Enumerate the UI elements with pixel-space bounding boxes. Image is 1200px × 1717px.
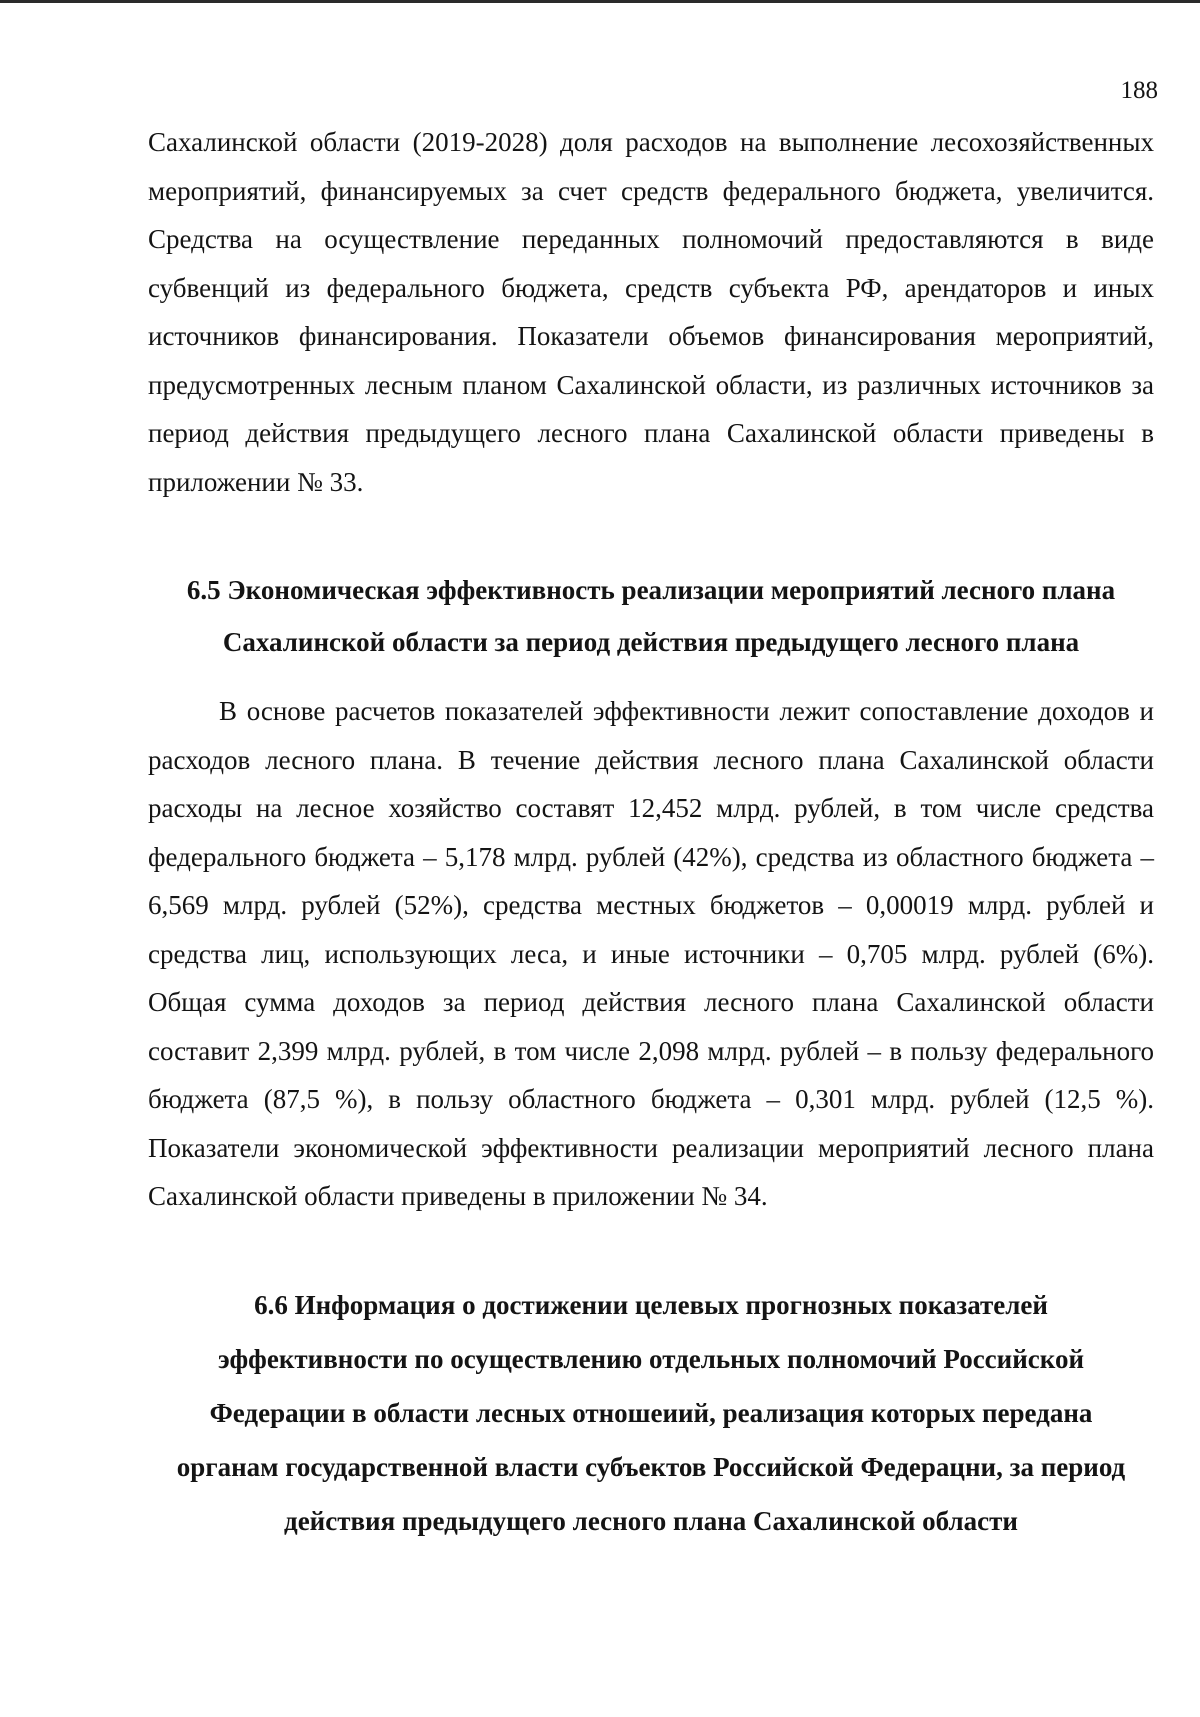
scan-top-border xyxy=(0,0,1200,3)
paragraph-text: Сахалинской области (2019-2028) доля расходов на выполнение лесохозяйственных мероприятий, финансируемых за счет средств федерального бюджета, увеличится. Средства на осуществление переданных полномочий предоставляются в виде субвенций из федерального бюджета, средств субъекта РФ, арендаторов и иных источников финансирования. Показатели объемов финансирования мероприятий, предусмотренных лесным планом Сахалинской области, из различных источников за период действия предыдущего лесного плана Сахалинской области приведены в приложении № 33. xyxy=(148,127,1154,497)
section-heading-6-6 xyxy=(148,1278,1154,1548)
heading-line: 6.6 Информация о достижении целевых прогнозных показателей xyxy=(254,1290,1048,1320)
heading-line: органам государственной власти субъектов Российской Федерацни, за период xyxy=(176,1452,1126,1482)
heading-line: Сахалинской области за период действия предыдущего лесного плана xyxy=(222,627,1080,657)
section-heading-6-5 xyxy=(148,564,1154,668)
heading-line: эффективности по осуществлению отдельных полномочий Российской xyxy=(217,1344,1085,1374)
heading-line: 6.5 Экономическая эффективность реализации мероприятий лесного плана xyxy=(186,575,1116,605)
paragraph-financing-sources xyxy=(148,118,1154,506)
paragraph-economic-efficiency xyxy=(148,687,1154,1221)
page-number: 188 xyxy=(1120,77,1158,104)
paragraph-text: В основе расчетов показателей эффективности лежит сопоставление доходов и расходов лесного плана. В течение действия лесного плана Сахалинской области расходы на лесное хозяйство составят 12,452 млрд. рублей, в том числе средства федерального бюджета – 5,178 млрд. рублей (42%), средства из областного бюджета – 6,569 млрд. рублей (52%), средства местных бюджетов – 0,00019 млрд. рублей и средства лиц, использующих леса, и иные источники – 0,705 млрд. рублей (6%). Общая сумма доходов за период действия лесного плана Сахалинской области составит 2,399 млрд. рублей, в том числе 2,098 млрд. рублей – в пользу федерального бюджета (87,5 %), в пользу областного бюджета – 0,301 млрд. рублей (12,5 %). Показатели экономической эффективности реализации мероприятий лесного плана Сахалинской области приведены в приложении № 34. xyxy=(148,696,1154,1211)
heading-line: Федерации в области лесных отношеиий, реализация которых передана xyxy=(209,1398,1093,1428)
heading-line: действия предыдущего лесного плана Сахалинской области xyxy=(284,1506,1018,1536)
